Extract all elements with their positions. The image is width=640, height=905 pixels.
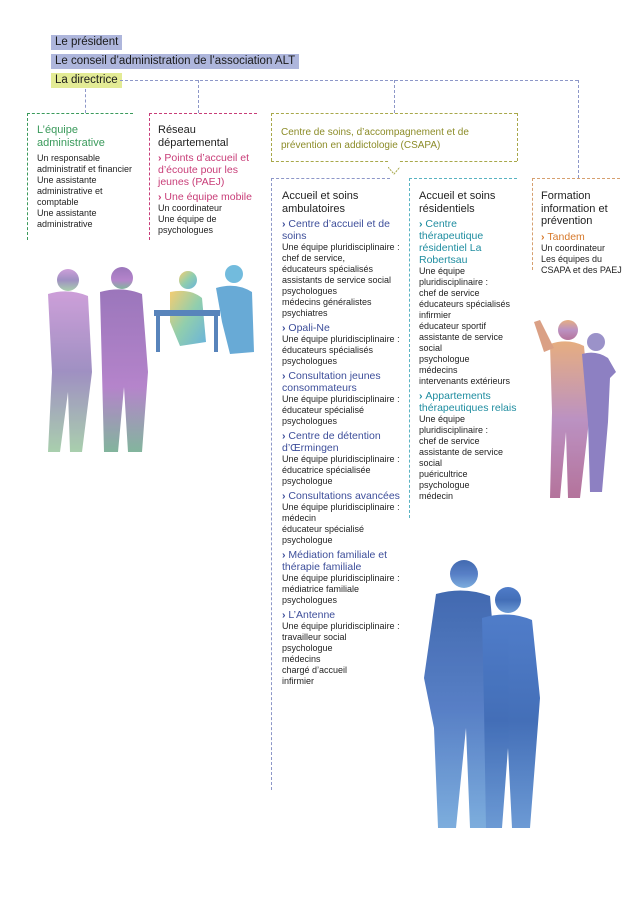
list-item: médecin (419, 491, 454, 501)
list-item: psychiatres (282, 308, 328, 318)
list-item: Une équipe pluridisciplinaire : (419, 266, 489, 287)
list-item: Un responsable administratif et financier (37, 153, 133, 174)
list-item: Une assistante administrative et comptable (37, 175, 103, 207)
ambulatoires-title: Accueil et soins ambulatoires (282, 190, 359, 215)
list-item: psychologues (282, 286, 338, 296)
conseil-label: Le conseil d’administration de l’association ALT (51, 54, 299, 69)
list-item: médecins (419, 365, 458, 375)
section-centre-accueil: › Centre d’accueil et de soins (282, 218, 404, 242)
list-item: éducateur spécialisé (282, 405, 365, 415)
list-item: Une équipe pluridisciplinaire : (282, 621, 400, 631)
list-item: infirmier (282, 676, 315, 686)
list-item: assistants de service social (282, 275, 392, 285)
paej-label: › Points d’accueil et d’écoute pour les jeunes (PAEJ) (158, 152, 262, 188)
residentiels-title: Accueil et soins résidentiels (419, 190, 496, 215)
section-mediation-familiale: › Médiation familiale et thérapie familiale (282, 549, 404, 573)
list-item: Un coordinateur (541, 242, 606, 253)
list-item: médiatrice familiale (282, 584, 360, 594)
list-item: Les équipes du CSAPA et des PAEJ (541, 253, 622, 275)
list-item: psychologues (282, 416, 338, 426)
list-item: éducateur sportif (419, 321, 487, 331)
list-item: Une équipe pluridisciplinaire : (282, 502, 400, 512)
list-item: chef de service, (282, 253, 346, 263)
list-item: intervenants extérieurs (419, 376, 511, 386)
list-item: psychologue (419, 354, 470, 364)
list-item: psychologues (282, 356, 338, 366)
section-centre-detention: › Centre de détention d’Œrmingen (282, 430, 404, 454)
list-item: psychologue (282, 535, 333, 545)
list-item: Une équipe pluridisciplinaire : (282, 394, 400, 404)
list-item: assistante de service social (419, 332, 504, 353)
list-item: éducateurs spécialisés (282, 264, 374, 274)
tandem-label: › Tandem (541, 231, 631, 243)
people-illustration-right (530, 312, 620, 502)
accueil-ambulatoires (282, 190, 404, 687)
formation-prevention (541, 190, 631, 276)
reseau-departemental (158, 124, 262, 236)
list-item: psychologues (282, 595, 338, 605)
list-item: psychologue (282, 643, 333, 653)
section-opali-ne: › Opali-Ne (282, 322, 404, 334)
section-consultations-avancees: › Consultations avancées (282, 490, 404, 502)
list-item: Une équipe pluridisciplinaire : (282, 242, 400, 252)
list-item: médecins généralistes (282, 297, 372, 307)
list-item: Une équipe de psychologues (158, 214, 217, 235)
list-item: éducateurs spécialisés (419, 299, 511, 309)
list-item: éducateur spécialisé (282, 524, 365, 534)
list-item: Une équipe pluridisciplinaire : (282, 454, 400, 464)
section-robertsau: › Centre thérapeutique résidentiel La Robertsau (419, 218, 523, 266)
list-item: travailleur social (282, 632, 347, 642)
section-consultation-jeunes: › Consultation jeunes consommateurs (282, 370, 404, 394)
list-item: Une assistante administrative (37, 208, 97, 229)
equipe-admin-title: L’équipe administrative (37, 124, 105, 149)
list-item: Une équipe pluridisciplinaire : (282, 573, 400, 583)
list-item: chargé d’accueil (282, 665, 348, 675)
president-label: Le président (51, 35, 122, 50)
list-item: médecins (282, 654, 321, 664)
csapa-title: Centre de soins, d’accompagnement et de prévention en addictologie (CSAPA) (281, 127, 469, 151)
list-item: infirmier (419, 310, 452, 320)
list-item: chef de service (419, 288, 480, 298)
list-item: psychologue (282, 476, 333, 486)
list-item: éducatrice spécialisée (282, 465, 371, 475)
people-illustration-bottom (410, 558, 550, 834)
section-appartements: › Appartements thérapeutiques relais (419, 390, 523, 414)
list-item: psychologue (419, 480, 470, 490)
list-item: puéricultrice (419, 469, 468, 479)
list-item: assistante de service social (419, 447, 504, 468)
directrice-label: La directrice (51, 73, 122, 88)
equipe-mobile-label: › Une équipe mobile (158, 191, 262, 203)
list-item: chef de service (419, 436, 480, 446)
formation-title: Formation information et prévention (541, 190, 608, 227)
equipe-administrative (37, 124, 137, 230)
section-antenne: › L’Antenne (282, 609, 404, 621)
accueil-residentiels (419, 190, 523, 502)
reseau-title: Réseau départemental (158, 124, 229, 149)
list-item: médecin (282, 513, 317, 523)
list-item: Une équipe pluridisciplinaire : (419, 414, 489, 435)
people-illustration-left (30, 262, 260, 462)
list-item: Une équipe pluridisciplinaire : (282, 334, 400, 344)
list-item: éducateurs spécialisés (282, 345, 374, 355)
list-item: Un coordinateur (158, 203, 223, 213)
